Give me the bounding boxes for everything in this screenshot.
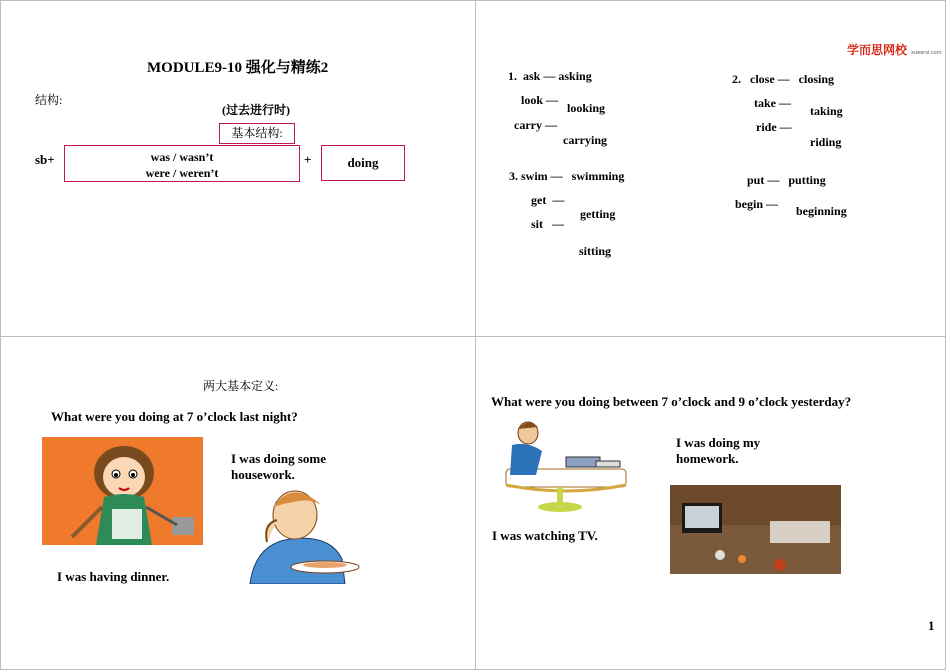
- base-word: ride: [756, 120, 777, 134]
- woman-dinner-drawing: [235, 487, 367, 584]
- base-word: swim: [521, 169, 548, 183]
- base-word-get: [531, 193, 564, 208]
- ing-word-carrying: carrying: [563, 133, 607, 147]
- base-word-ride: [756, 120, 792, 135]
- dash: —: [779, 120, 792, 134]
- doing-box: [321, 145, 405, 181]
- base-word: ask: [523, 69, 541, 83]
- woman-dinner-illustration: [235, 487, 367, 584]
- answer-homework: I was doing my homework.: [676, 435, 761, 466]
- ing-word-getting: getting: [580, 207, 616, 221]
- dash: —: [546, 93, 559, 107]
- slide-example-1: [0, 336, 476, 670]
- base-word: begin: [735, 197, 764, 211]
- dash: —: [543, 69, 556, 83]
- doing-text: doing: [347, 155, 379, 170]
- slide-ing-forms: [475, 0, 946, 337]
- ing-word-beginning: beginning: [796, 204, 847, 218]
- base-word: take: [754, 96, 776, 110]
- base-word-sit: [531, 217, 564, 232]
- logo-small-text: xueersi.com: [911, 50, 942, 56]
- base-word: close: [750, 72, 775, 86]
- question-7-oclock: What were you doing at 7 o’clock last night?: [51, 409, 298, 424]
- question-7-to-9: What were you doing between 7 o’clock and 9 o’clock yesterday?: [491, 394, 852, 409]
- ing-word-riding: riding: [810, 135, 842, 149]
- base-word-look: [521, 93, 558, 108]
- word-row-swim: [509, 169, 624, 184]
- definitions-heading: 两大基本定义:: [203, 379, 279, 393]
- basic-structure-label: [219, 123, 295, 144]
- subject-sb: sb+: [35, 152, 55, 167]
- tv-room-photo: [670, 485, 841, 574]
- plus-sign: +: [304, 152, 312, 167]
- base-word: get: [531, 193, 547, 207]
- word-row-put: [747, 173, 826, 188]
- base-word: sit: [531, 217, 543, 231]
- base-word-carry: [514, 118, 557, 133]
- word-row-close: [732, 72, 834, 87]
- base-word-begin: [735, 197, 778, 212]
- ing-word-looking: looking: [567, 101, 606, 115]
- answer-housework: I was doing some housework.: [231, 451, 326, 482]
- boy-homework-illustration: [500, 419, 632, 514]
- ing-word-sitting: sitting: [579, 244, 612, 258]
- dash: —: [767, 173, 780, 187]
- dash: —: [550, 169, 563, 183]
- logo-text: 学而思网校: [847, 43, 908, 57]
- tv-room-drawing: [670, 485, 841, 574]
- structure-label: 结构:: [35, 93, 63, 107]
- ing-word: closing: [798, 72, 834, 86]
- ing-word: asking: [558, 69, 592, 83]
- base-word: carry: [514, 118, 542, 132]
- tense-label: (过去进行时): [222, 103, 290, 117]
- dash: —: [544, 118, 557, 132]
- girl-housework-drawing: [42, 437, 203, 545]
- be-verb-box: [64, 145, 300, 182]
- ing-word: swimming: [571, 169, 625, 183]
- dash: —: [766, 197, 779, 211]
- girl-housework-illustration: [42, 437, 203, 545]
- base-word: look: [521, 93, 544, 107]
- base-word: put: [747, 173, 765, 187]
- answer-tv: I was watching TV.: [492, 528, 598, 543]
- slide-example-2: [475, 336, 946, 670]
- slide-structure: [0, 0, 476, 337]
- dash: —: [552, 217, 564, 231]
- ing-word-taking: taking: [810, 104, 843, 118]
- brand-logo: [847, 41, 942, 59]
- base-word-take: [754, 96, 791, 111]
- basic-structure-text: 基本结构:: [231, 126, 283, 140]
- group2-number: 2.: [732, 72, 741, 86]
- ing-word: putting: [788, 173, 826, 187]
- dash: —: [552, 193, 565, 207]
- word-row-ask: [508, 69, 592, 84]
- answer-dinner: I was having dinner.: [57, 569, 170, 584]
- group1-number: 1.: [508, 69, 517, 83]
- boy-homework-drawing: [500, 419, 632, 514]
- be-verb-past-singular: was / wasn’t: [150, 150, 214, 164]
- slide-title: MODULE9-10 强化与精练2: [147, 60, 329, 76]
- page-number: 1: [928, 618, 935, 633]
- be-verb-past-plural: were / weren’t: [145, 166, 219, 180]
- dash: —: [777, 72, 790, 86]
- group3-number: 3.: [509, 169, 518, 183]
- dash: —: [779, 96, 791, 110]
